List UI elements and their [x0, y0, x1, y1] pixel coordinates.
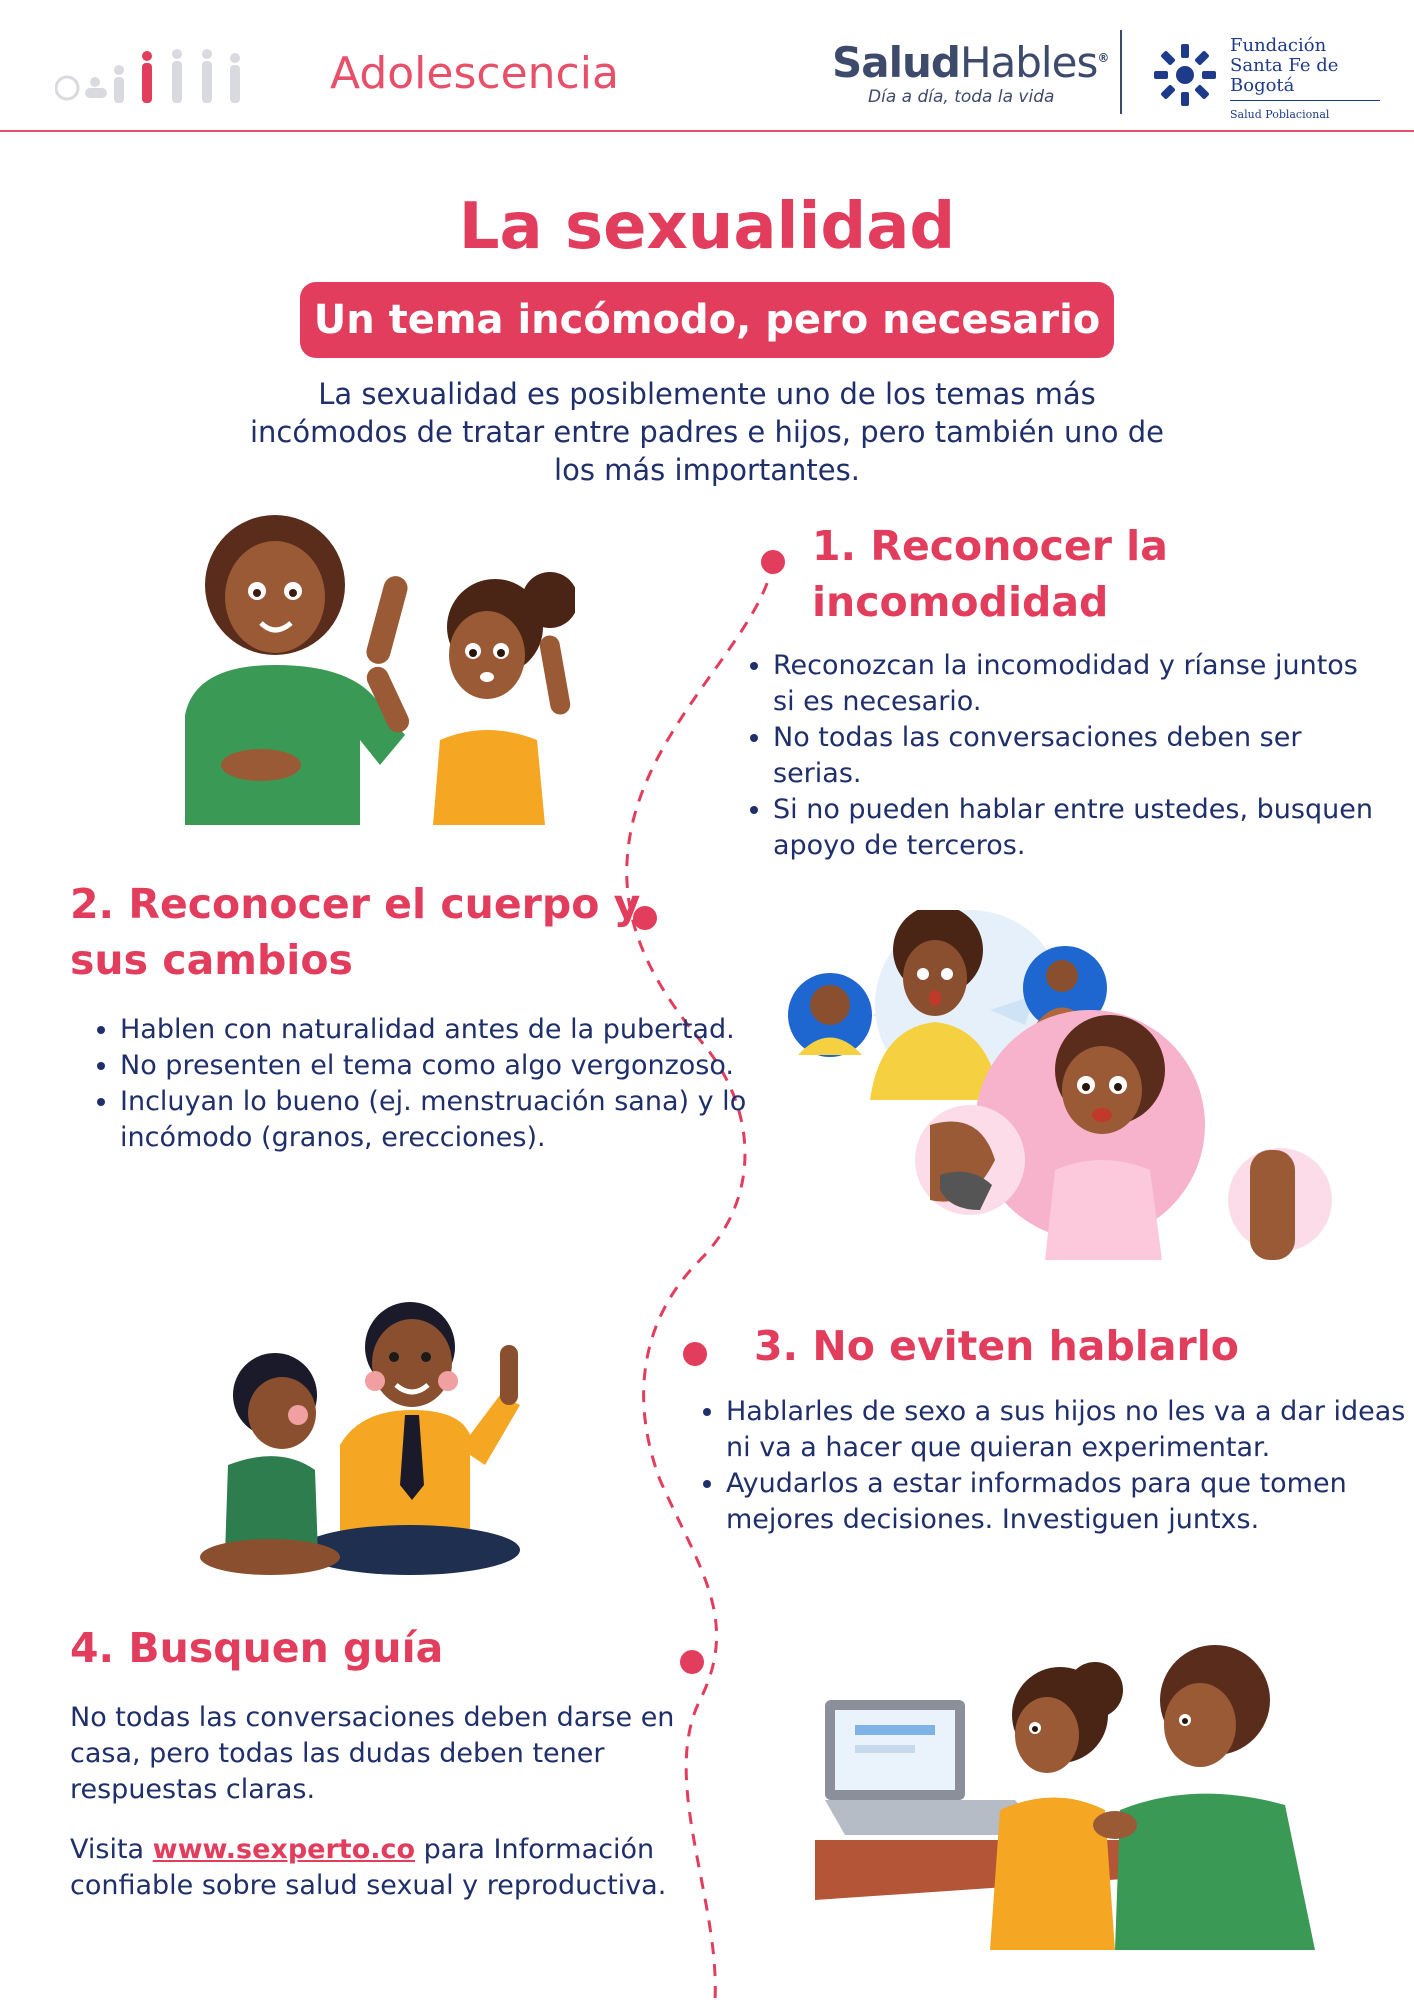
- section-4-text: No todas las conversaciones deben darse en casa, pero todas las dudas deben tener respuestas claras.: [70, 1702, 675, 1805]
- section-4-title: 4. Busquen guía: [70, 1624, 444, 1672]
- list-item: • Reconozcan la incomodidad y ríanse juntos si es necesario.: [773, 648, 1383, 720]
- section-3-list: [688, 1394, 1414, 1538]
- section-3-title: 3. No eviten hablarlo: [754, 1322, 1239, 1370]
- section-1-list: [735, 648, 1383, 864]
- subtitle-banner: Un tema incómodo, pero necesario: [300, 282, 1114, 358]
- puberty-changes-illustration: [780, 910, 1360, 1270]
- logo-salud-main2: Hables: [959, 38, 1098, 87]
- section-2-title: 2. Reconocer el cuerpo y sus cambios: [70, 880, 641, 984]
- fsfb-line1: Fundación: [1230, 35, 1327, 56]
- list-item: • Ayudarlos a estar informados para que tomen mejores decisiones. Investiguen juntxs.: [726, 1466, 1414, 1538]
- list-item: • No presenten el tema como algo vergonzoso.: [120, 1048, 760, 1084]
- list-item: • Hablarles de sexo a sus hijos no les va a dar ideas ni va a hacer que quieran experimentar.: [726, 1394, 1414, 1466]
- page-title: La sexualidad: [458, 190, 956, 264]
- marker-4: [680, 1650, 704, 1674]
- list-item: • Hablen con naturalidad antes de la pubertad.: [120, 1012, 760, 1048]
- section-label: Adolescencia: [330, 48, 619, 99]
- laptop-research-illustration: [815, 1640, 1340, 1950]
- fsfb-line3: Salud Poblacional: [1230, 100, 1380, 125]
- saludhables-logo: SaludHables® Día a día, toda la vida: [832, 38, 1109, 107]
- logo-salud-main: Salud: [832, 38, 960, 87]
- list-item: • Si no pueden hablar entre ustedes, busquen apoyo de terceros.: [773, 792, 1383, 864]
- list-item: • Incluyan lo bueno (ej. menstruación sana) y lo incómodo (granos, erecciones).: [120, 1084, 760, 1156]
- father-son-illustration: [200, 1285, 530, 1575]
- mother-daughter-illustration: [165, 515, 575, 825]
- intro-text: La sexualidad es posiblemente uno de los temas más incómodos de tratar entre padres e hijos, pero también uno de los más importantes.: [250, 377, 1164, 487]
- fsfb-line2: Santa Fe de Bogotá: [1230, 55, 1339, 96]
- link-suffix: para Información confiable sobre salud sexual y reproductiva.: [70, 1834, 667, 1901]
- logo-salud-tagline: Día a día, toda la vida: [868, 87, 1055, 107]
- link-prefix: Visita: [70, 1834, 153, 1865]
- marker-1: [761, 550, 785, 574]
- sexperto-link[interactable]: www.sexperto.co: [152, 1834, 416, 1865]
- marker-3: [683, 1342, 707, 1366]
- section-2-list: [82, 1012, 760, 1156]
- section-4-link-paragraph: [70, 1832, 710, 1904]
- list-item: • No todas las conversaciones deben ser serias.: [773, 720, 1383, 792]
- section-1-title: 1. Reconocer la incomodidad: [812, 522, 1168, 626]
